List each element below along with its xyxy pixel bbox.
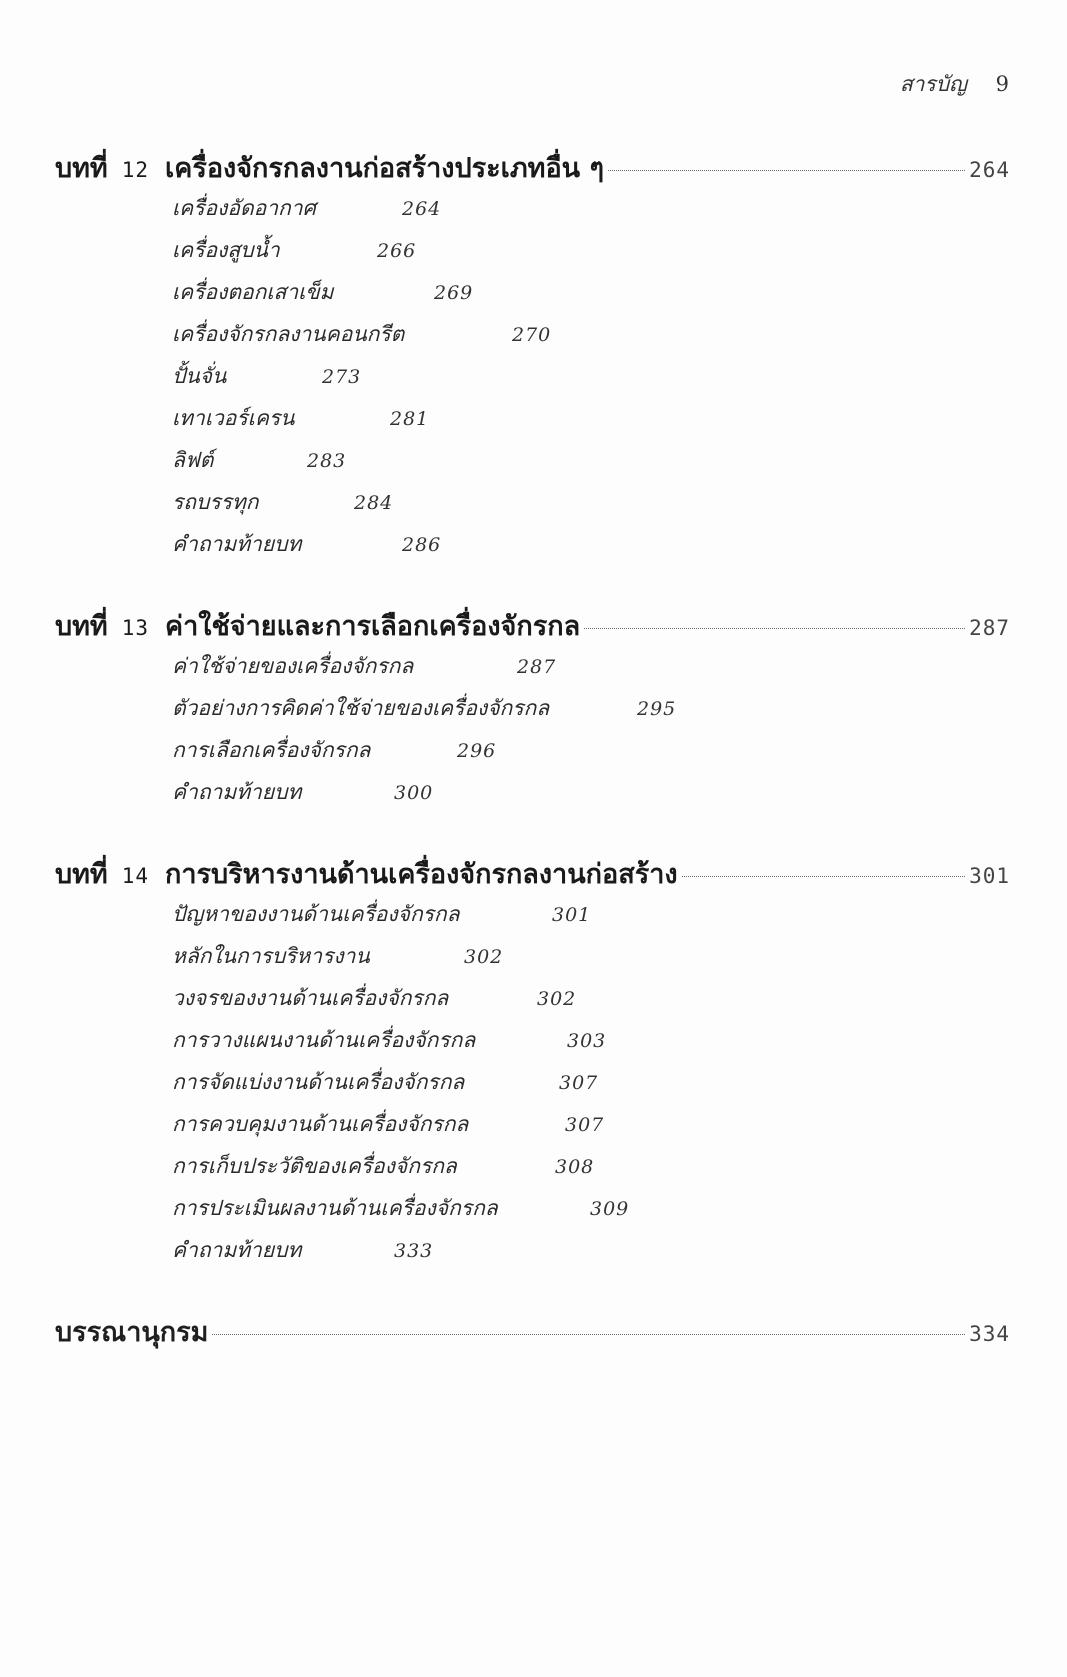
section-title: เครื่องอัดอากาศ [172, 196, 316, 220]
section-title: การเลือกเครื่องจักรกล [172, 738, 371, 762]
dot-leader [212, 1334, 965, 1335]
chapter-title: ค่าใช้จ่ายและการเลือกเครื่องจักรกล [165, 611, 581, 642]
section-entry[interactable] [172, 444, 1010, 486]
section-title: เครื่องสูบน้ำ [172, 238, 280, 262]
section-title: ค่าใช้จ่ายของเครื่องจักรกล [172, 654, 414, 678]
section-title: ตัวอย่างการคิดค่าใช้จ่ายของเครื่องจักรกล [172, 696, 550, 720]
section-entry[interactable] [172, 234, 1010, 276]
section-title: การประเมินผลงานด้านเครื่องจักรกล [172, 1196, 498, 1220]
section-title: เครื่องจักรกลงานคอนกรีต [172, 322, 405, 346]
section-title: ปั้นจั่น [172, 364, 227, 388]
section-page: 307 [565, 1114, 605, 1136]
section-page: 273 [322, 366, 362, 388]
section-page: 302 [464, 946, 504, 968]
chapter-page: 301 [969, 864, 1010, 888]
section-entry[interactable] [172, 528, 1010, 570]
section-title: คำถามท้ายบท [172, 780, 302, 804]
chapter-number: 13 [121, 616, 150, 640]
section-entry[interactable] [172, 1150, 1010, 1192]
section-page: 301 [552, 904, 592, 926]
section-page: 269 [434, 282, 474, 304]
section-title: เครื่องตอกเสาเข็ม [172, 280, 334, 304]
dot-leader [608, 170, 965, 171]
section-title: คำถามท้ายบท [172, 532, 302, 556]
section-list [172, 192, 1010, 570]
section-entry[interactable] [172, 276, 1010, 318]
dot-leader [682, 876, 966, 877]
section-entry[interactable] [172, 1066, 1010, 1108]
chapter-12 [55, 146, 1010, 570]
section-title: เทาเวอร์เครน [172, 406, 295, 430]
chapter-13 [55, 604, 1010, 818]
section-title: การวางแผนงานด้านเครื่องจักรกล [172, 1028, 476, 1052]
chapter-title: การบริหารงานด้านเครื่องจักรกลงานก่อสร้าง [165, 859, 678, 890]
section-page: 266 [377, 240, 417, 262]
section-entry[interactable] [172, 486, 1010, 528]
chapter-number: 14 [121, 864, 150, 888]
section-title: คำถามท้ายบท [172, 1238, 302, 1262]
section-title: หลักในการบริหารงาน [172, 944, 370, 968]
section-entry[interactable] [172, 692, 1010, 734]
page-number: 9 [995, 72, 1009, 96]
section-page: 295 [637, 698, 677, 720]
section-entry[interactable] [172, 360, 1010, 402]
section-list [172, 650, 1010, 818]
section-entry[interactable] [172, 1192, 1010, 1234]
section-page: 302 [537, 988, 577, 1010]
section-page: 287 [517, 656, 557, 678]
section-page: 309 [590, 1198, 630, 1220]
chapter-heading[interactable] [55, 604, 1010, 650]
section-title: ลิฟต์ [172, 448, 214, 472]
chapter-label: บทที่ [55, 611, 108, 642]
table-of-contents [55, 146, 1010, 1356]
section-title: การเก็บประวัติของเครื่องจักรกล [172, 1154, 457, 1178]
chapter-title: เครื่องจักรกลงานก่อสร้างประเภทอื่น ๆ [165, 153, 605, 184]
bibliography-entry[interactable] [55, 1310, 1010, 1356]
chapter-label: บทที่ [55, 153, 108, 184]
bibliography-page: 334 [969, 1322, 1010, 1346]
section-title: รถบรรทุก [172, 490, 259, 514]
section-entry[interactable] [172, 1234, 1010, 1276]
running-title: สารบัญ [899, 72, 967, 96]
section-title: วงจรของงานด้านเครื่องจักรกล [172, 986, 449, 1010]
section-page: 308 [555, 1156, 595, 1178]
section-list [172, 898, 1010, 1276]
section-title: การจัดแบ่งงานด้านเครื่องจักรกล [172, 1070, 465, 1094]
section-page: 264 [402, 198, 442, 220]
section-entry[interactable] [172, 734, 1010, 776]
section-entry[interactable] [172, 318, 1010, 360]
chapter-14 [55, 852, 1010, 1276]
chapter-number: 12 [121, 158, 150, 182]
section-entry[interactable] [172, 1108, 1010, 1150]
dot-leader [584, 628, 965, 629]
section-page: 286 [402, 534, 442, 556]
section-page: 270 [512, 324, 552, 346]
section-entry[interactable] [172, 940, 1010, 982]
section-page: 283 [307, 450, 347, 472]
bibliography-title: บรรณานุกรม [55, 1317, 209, 1348]
section-entry[interactable] [172, 982, 1010, 1024]
chapter-page: 287 [969, 616, 1010, 640]
chapter-heading[interactable] [55, 146, 1010, 192]
section-title: การควบคุมงานด้านเครื่องจักรกล [172, 1112, 469, 1136]
chapter-label: บทที่ [55, 859, 108, 890]
section-page: 281 [390, 408, 430, 430]
section-page: 307 [559, 1072, 599, 1094]
chapter-heading[interactable] [55, 852, 1010, 898]
section-entry[interactable] [172, 192, 1010, 234]
section-page: 333 [394, 1240, 434, 1262]
section-entry[interactable] [172, 898, 1010, 940]
section-entry[interactable] [172, 776, 1010, 818]
section-page: 296 [457, 740, 497, 762]
section-page: 300 [394, 782, 434, 804]
section-page: 303 [567, 1030, 607, 1052]
section-page: 284 [354, 492, 394, 514]
section-entry[interactable] [172, 402, 1010, 444]
chapter-page: 264 [969, 158, 1010, 182]
running-header [900, 68, 1009, 101]
section-entry[interactable] [172, 650, 1010, 692]
section-title: ปัญหาของงานด้านเครื่องจักรกล [172, 902, 460, 926]
section-entry[interactable] [172, 1024, 1010, 1066]
